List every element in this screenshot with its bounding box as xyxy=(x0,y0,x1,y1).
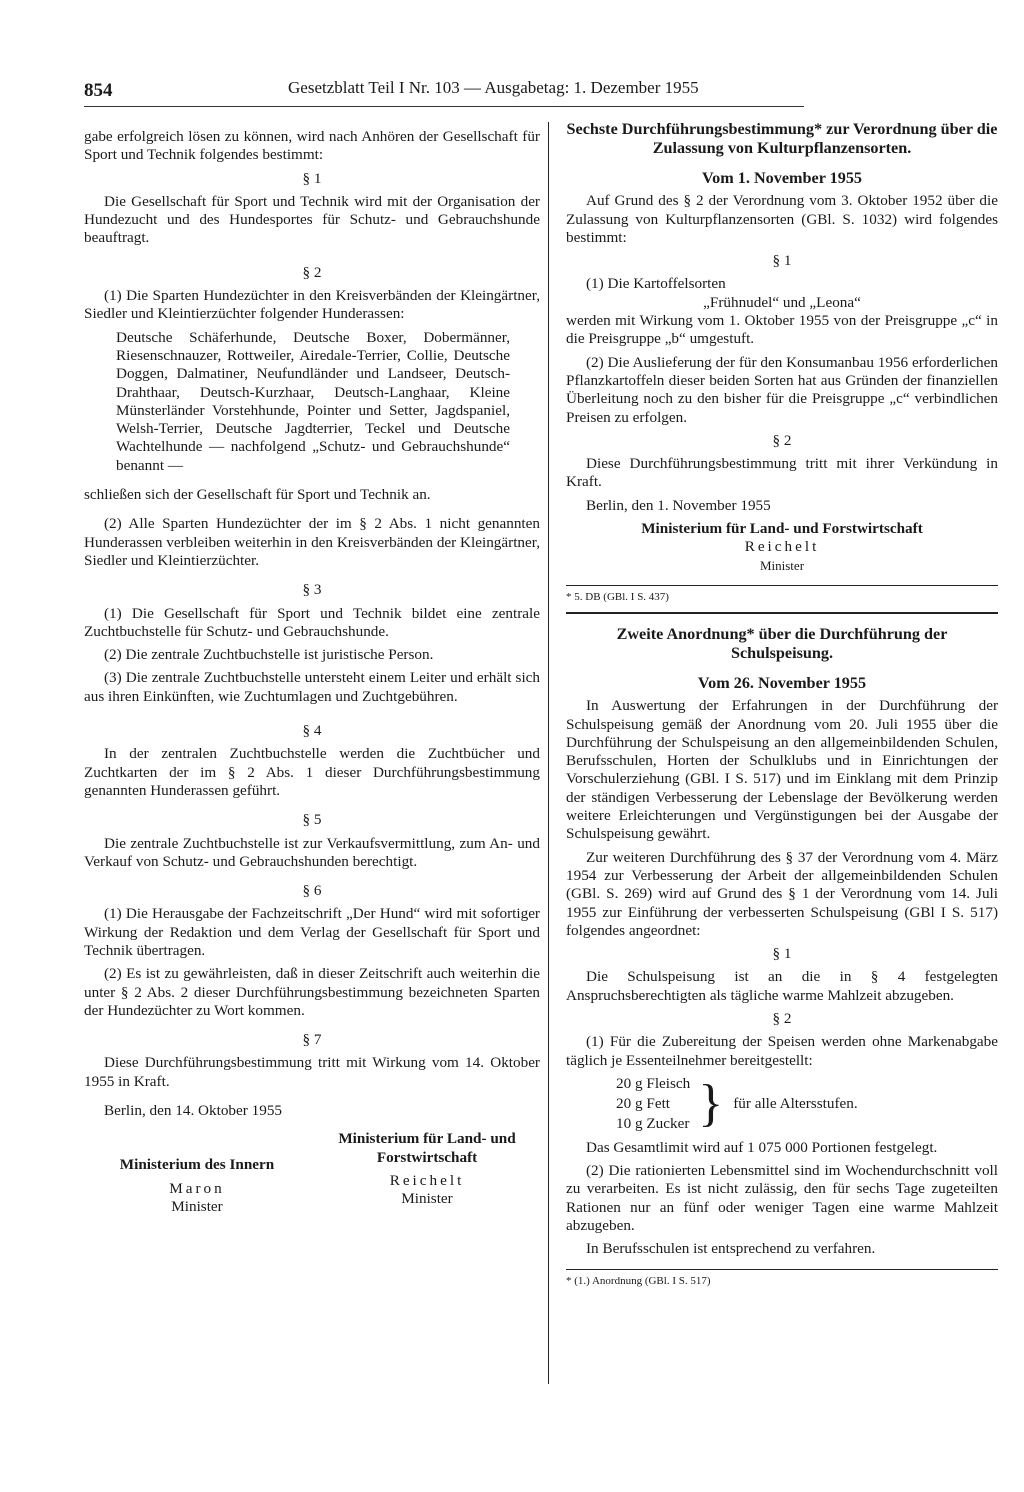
article-title: Sechste Durchführungsbestimmung* zur Verordnung über die Zulassung von Kulturpflanzensorten. xyxy=(566,120,998,157)
section-heading: § 1 xyxy=(772,945,792,963)
section-heading: § 5 xyxy=(302,811,322,829)
breed-list: Deutsche Schäferhunde, Deutsche Boxer, Dobermänner, Riesenschnauzer, Rottweiler, Airedale-Terrier, Collie, Deutsche Doggen, Dalmatiner, Neufundländer und Landseer, Deutsch-Drahthaar, Deutsch-Kurzhaar, Deutsch-Langhaar, Kleine Münsterländer Vorstehhunde, Pointer und Setter, Jagdspaniel, Welsh-Terrier, Deutsche Jagdterrier, Teckel und Deutsche Wachtelhunde — nachfolgend „Schutz- und Gebrauchshunde“ benannt — xyxy=(116,328,510,474)
signature-role: Minister xyxy=(171,1197,223,1215)
section-heading: § 3 xyxy=(302,581,322,599)
variety-names: „Frühnudel“ und „Leona“ xyxy=(703,293,861,311)
page-header xyxy=(84,76,804,107)
ration-item: 20 g Fleisch xyxy=(616,1074,691,1092)
footnote: * (1.) Anordnung (GBl. I S. 517) xyxy=(566,1274,711,1287)
section-heading: § 2 xyxy=(302,263,322,281)
paragraph: Die Gesellschaft für Sport und Technik wird mit der Organisation der Hundezucht und des Hundesportes für Schutz- und Gebrauchshunde beauftragt. xyxy=(84,192,540,247)
article-title: Zweite Anordnung* über die Durchführung der Schulspeisung. xyxy=(616,624,948,662)
paragraph: schließen sich der Gesellschaft für Sport und Technik an. xyxy=(84,486,431,504)
paragraph: In der zentralen Zuchtbuchstelle werden die Zuchtbücher und Zuchtkarten der im § 2 Abs. 1 dieser Durchführungsbestimmung genannten Hunderassen geführt. xyxy=(84,745,540,799)
paragraph: (1) Die Gesellschaft für Sport und Technik bildet eine zentrale Zuchtbuchstelle für Schutz- und Gebrauchshunde. xyxy=(84,604,540,640)
article-date: Vom 1. November 1955 xyxy=(701,169,863,187)
column-divider xyxy=(548,122,549,1384)
paragraph: Zur weiteren Durchführung des § 37 der Verordnung vom 4. März 1954 zur Verbesserung der Arbeit der allgemeinbildenden Schulen (GBl. S. 269) wird auf Grund des § 1 der Verordnung vom 14. Juli 1955 zur Einführung der verbesserten Schulspeisung (GBl I S. 517) folgendes angeordnet: xyxy=(566,848,998,939)
signature-agriculture xyxy=(314,1130,540,1216)
paragraph: (1) Für die Zubereitung der Speisen werden ohne Markenabgabe täglich je Essenteilnehmer bereitgestellt: xyxy=(566,1033,998,1069)
paragraph: Das Gesamtlimit wird auf 1 075 000 Portionen festgelegt. xyxy=(586,1138,938,1156)
brace-symbol: } xyxy=(698,1074,724,1132)
place-date: Berlin, den 14. Oktober 1955 xyxy=(104,1102,283,1120)
signature-interior xyxy=(84,1130,310,1216)
section-heading: § 6 xyxy=(302,882,322,900)
signature-name: Reichelt xyxy=(389,1171,465,1189)
ration-item: 20 g Fett xyxy=(616,1094,671,1112)
ration-item: 10 g Zucker xyxy=(616,1114,690,1132)
paragraph: (2) Die zentrale Zuchtbuchstelle ist juristische Person. xyxy=(104,646,434,664)
signature-ministry: Ministerium für Land- und Forstwirtschaft xyxy=(338,1130,516,1166)
place-date: Berlin, den 1. November 1955 xyxy=(586,496,771,514)
section-heading: § 1 xyxy=(302,169,322,187)
paragraph: Diese Durchführungsbestimmung tritt mit ihrer Verkündung in Kraft. xyxy=(566,455,998,491)
paragraph: (2) Die rationierten Lebensmittel sind im Wochendurchschnitt voll zu verarbeiten. Es ist nicht zulässig, den für sechs Tage zugeteilten Rationen nur an fünf oder weniger Tagen eine warme Mahlzeit abzugeben. xyxy=(566,1162,998,1235)
signature-role: Minister xyxy=(401,1190,453,1208)
paragraph: (2) Alle Sparten Hundezüchter der im § 2 Abs. 1 nicht genannten Hunderassen verbleiben weiterhin in den Kreisverbänden der Kleingärtner, Siedler und Kleintierzüchter. xyxy=(84,515,540,569)
paragraph: Die zentrale Zuchtbuchstelle ist zur Verkaufsvermittlung, zum An- und Verkauf von Schutz- und Gebrauchshunden berechtigt. xyxy=(84,834,540,870)
signature-ministry: Ministerium für Land- und Forstwirtschaft xyxy=(641,520,923,538)
section-heading: § 1 xyxy=(772,252,792,270)
ration-note: für alle Altersstufen. xyxy=(733,1094,858,1112)
signature-name: Reichelt xyxy=(744,538,820,556)
section-heading: § 7 xyxy=(302,1031,322,1049)
paragraph: In Auswertung der Erfahrungen in der Durchführung der Schulspeisung gemäß der Anordnung vom 20. Juli 1955 über die Durchführung der Schulspeisung an den allgemeinbildenden Schulen, Berufsschulen, Horten der Schulklubs und in Einrichtungen der Vorschulerziehung (GBl. I S. 517) und im Einklang mit dem Prinzip der ständigen Verbesserung der Lebenslage der Bevölkerung werden weitere Erleichterungen und Vergünstigungen bei der Ausgabe der Schulspeisung gewährt. xyxy=(566,697,998,843)
signature-role: Minister xyxy=(759,557,805,573)
paragraph: werden mit Wirkung vom 1. Oktober 1955 von der Preisgruppe „c“ in die Preisgruppe „b“ umgestuft. xyxy=(566,312,998,348)
footnote-rule xyxy=(566,1269,998,1270)
page-number: 854 xyxy=(84,80,113,101)
right-column xyxy=(566,120,998,1288)
left-column xyxy=(84,128,540,1216)
footnote-rule xyxy=(566,585,998,586)
ration-items xyxy=(616,1074,690,1134)
paragraph: (1) Die Kartoffelsorten xyxy=(586,275,726,293)
paragraph: (1) Die Sparten Hundezüchter in den Kreisverbänden der Kleingärtner, Siedler und Kleintierzüchter folgender Hunderassen: xyxy=(84,287,540,323)
signature-name: Maron xyxy=(169,1179,225,1197)
article-date: Vom 26. November 1955 xyxy=(697,673,867,692)
signature-block xyxy=(84,1130,540,1216)
intro-text: gabe erfolgreich lösen zu können, wird nach Anhören der Gesellschaft für Sport und Technik folgendes bestimmt: xyxy=(84,128,540,164)
paragraph: Auf Grund des § 2 der Verordnung vom 3. Oktober 1952 über die Zulassung von Kulturpflanzensorten (GBl. S. 1032) wird folgendes bestimmt: xyxy=(566,192,998,246)
paragraph: In Berufsschulen ist entsprechend zu verfahren. xyxy=(586,1240,876,1258)
section-heading: § 2 xyxy=(772,1009,792,1027)
paragraph: (3) Die zentrale Zuchtbuchstelle untersteht einem Leiter und erhält sich aus ihren Einkünften, wie Zuchtumlagen und Zuchtgebühren. xyxy=(84,669,540,705)
footnote: * 5. DB (GBl. I S. 437) xyxy=(566,590,669,603)
paragraph: (2) Es ist zu gewährleisten, daß in dieser Zeitschrift auch weiterhin die unter § 2 Abs. 2 dieser Durchführungsbestimmung bezeichneten Sparten der Hundezüchter zu Wort kommen. xyxy=(84,965,540,1019)
signature-ministry: Ministerium des Innern xyxy=(119,1156,275,1174)
section-heading: § 4 xyxy=(302,722,322,740)
ration-table xyxy=(566,1074,998,1134)
paragraph: Die Schulspeisung ist an die in § 4 festgelegten Anspruchsberechtigten als tägliche warme Mahlzeit abzugeben. xyxy=(566,968,998,1004)
paragraph: Diese Durchführungsbestimmung tritt mit Wirkung vom 14. Oktober 1955 in Kraft. xyxy=(84,1054,540,1090)
header-title: Gesetzblatt Teil I Nr. 103 — Ausgabetag: 1. Dezember 1955 xyxy=(288,78,699,97)
paragraph: (2) Die Auslieferung der für den Konsumanbau 1956 erforderlichen Pflanzkartoffeln dieser beiden Sorten hat aus Gründen der finanziellen Überleitung noch zu den bisher für die Preisgruppe „c“ verbindlichen Preisen zu erfolgen. xyxy=(566,353,998,426)
section-heading: § 2 xyxy=(772,431,792,449)
paragraph: (1) Die Herausgabe der Fachzeitschrift „Der Hund“ wird mit sofortiger Wirkung der Redaktion und dem Verlag der Gesellschaft für Sport und Technik übertragen. xyxy=(84,905,540,959)
article-divider xyxy=(566,612,998,614)
